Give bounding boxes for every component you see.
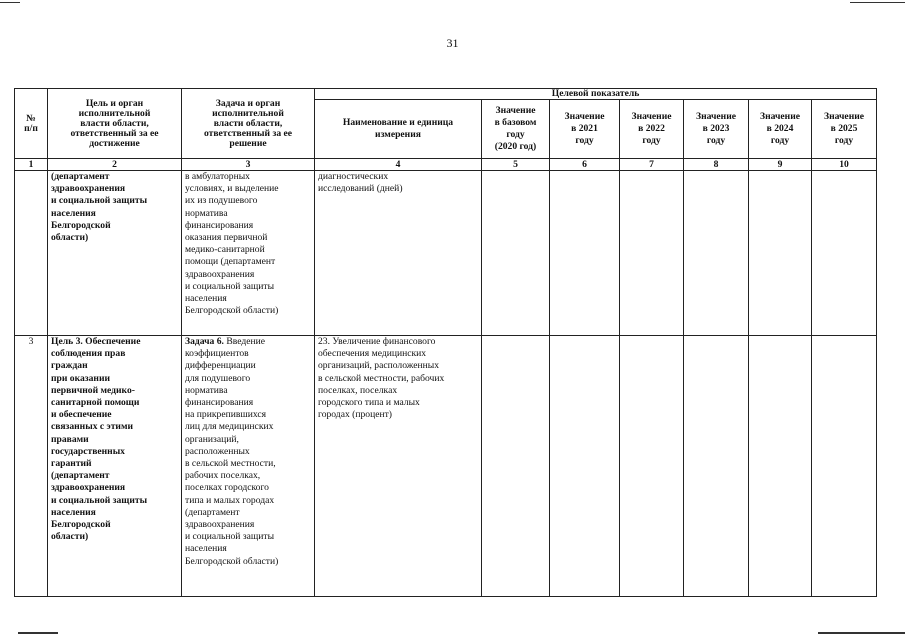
value-2023-cell (684, 336, 749, 597)
task-prefix: Задача 6. (185, 336, 227, 347)
task-text: Введение коэффициентов дифференциации для подушевого норматива финансирования на прикрепившихся лиц для медицинских организаций, расположенных в сельской местности, рабочих поселках, поселках городского типа и малых городах (департамент здравоохранения и социальной защиты населения Белгородской области) (185, 336, 279, 567)
table-row (15, 336, 877, 597)
header-task: Задача и орган исполнительной власти области, ответственный за ее решение (182, 89, 315, 159)
row-number: 3 (15, 336, 48, 597)
column-number: 2 (48, 159, 182, 171)
page-number: 31 (446, 36, 459, 50)
header-indicator-name: Наименование и единица измерения (315, 100, 482, 159)
scan-edge-bottom-left (18, 632, 58, 634)
indicator-cell: диагностических исследований (дней) (315, 171, 482, 336)
column-number: 1 (15, 159, 48, 171)
header-2024: Значение в 2024 году (749, 100, 812, 159)
column-number: 9 (749, 159, 812, 171)
header-target-indicator: Целевой показатель (315, 89, 877, 100)
value-2021-cell (550, 336, 620, 597)
scan-edge-bottom-right (818, 632, 905, 634)
column-number: 4 (315, 159, 482, 171)
value-2025-cell (812, 336, 877, 597)
column-number: 5 (482, 159, 550, 171)
header-number: № п/п (15, 89, 48, 159)
task-cell (182, 336, 315, 597)
goal-text: Обеспечение соблюдения прав граждан при оказании первичной медико- санитарной помощи и обеспечение связанных с этими правами государственных гарантий (департамент здравоохранения и социальной защиты населения Белгородской области) (51, 336, 148, 543)
goal-cell (48, 336, 182, 597)
header-goal: Цель и орган исполнительной власти области, ответственный за ее достижение (48, 89, 182, 159)
table-row (15, 171, 877, 336)
indicators-table (14, 88, 877, 597)
value-2024-cell (749, 336, 812, 597)
header-2025: Значение в 2025 году (812, 100, 877, 159)
value-2025-cell (812, 171, 877, 336)
value-2023-cell (684, 171, 749, 336)
header-2021: Значение в 2021 году (550, 100, 620, 159)
value-base-cell (482, 336, 550, 597)
indicator-cell: 23. Увеличение финансового обеспечения медицинских организаций, расположенных в сельской местности, рабочих поселках, поселках городского типа и малых городах (процент) (315, 336, 482, 597)
header-2022: Значение в 2022 году (620, 100, 684, 159)
column-number: 6 (550, 159, 620, 171)
column-number: 7 (620, 159, 684, 171)
column-number-row (15, 159, 877, 171)
header-2023: Значение в 2023 году (684, 100, 749, 159)
value-2022-cell (620, 336, 684, 597)
value-base-cell (482, 171, 550, 336)
column-number: 10 (812, 159, 877, 171)
value-2024-cell (749, 171, 812, 336)
value-2021-cell (550, 171, 620, 336)
column-number: 8 (684, 159, 749, 171)
goal-cell: (департамент здравоохранения и социальной защиты населения Белгородской области) (48, 171, 182, 336)
row-number (15, 171, 48, 336)
task-cell: в амбулаторных условиях, и выделение их из подушевого норматива финансирования оказания первичной медико-санитарной помощи (департамент здравоохранения и социальной защиты населения Белгородской области) (182, 171, 315, 336)
scan-edge-top-left (0, 2, 20, 3)
value-2022-cell (620, 171, 684, 336)
scan-edge-top-right (850, 2, 905, 3)
goal-prefix: Цель 3. (51, 336, 86, 347)
header-base-year: Значение в базовом году (2020 год) (482, 100, 550, 159)
column-number: 3 (182, 159, 315, 171)
